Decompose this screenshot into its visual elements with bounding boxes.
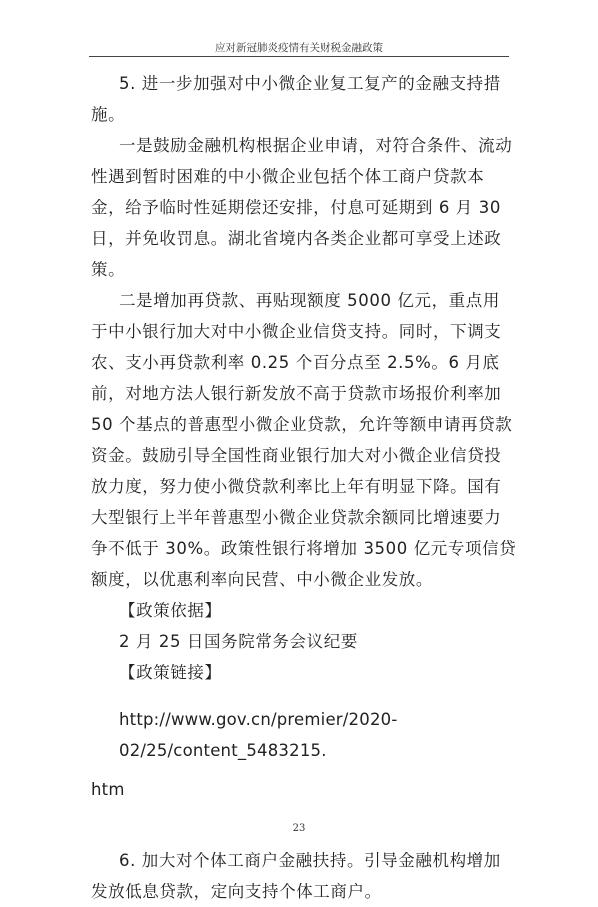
policy-link-label: 【政策链接】 (119, 663, 222, 682)
section5-paragraph-1: 一是鼓励金融机构根据企业申请，对符合条件、流动性遇到暂时困难的中小微企业包括个体工商户贷款本金，给予临时性延期偿还安排，付息可延期到 6 月 30 日，并免收罚息。湖北省境内各类企业都可享受上述政策。 (91, 136, 513, 279)
spacer (91, 688, 517, 704)
spacer (91, 766, 517, 774)
section5-paragraph-2: 二是增加再贷款、再贴现额度 5000 亿元，重点用于中小银行加大对中小微企业信贷支持。同时，下调支农、支小再贷款利率 0.25 个百分点至 2.5%。6 月底前，对地方法人银行新发放不高于贷款市场报价利率加 50 个基点的普惠型小微企业贷款，允许等额申请再贷款资金。鼓励引导全国性商业银行加大对小微企业信贷投放力度，努力使小微贷款利率比上年有明显下降。国有大型银行上半年普惠型小微企业贷款余额同比增速要力争不低于 30%。政策性银行将增加 3500 亿元专项信贷额度，以优惠利率向民营、中小微企业发放。 (91, 291, 517, 589)
policy-basis-label: 【政策依据】 (119, 601, 222, 620)
section5-heading: 5. 进一步加强对中小微企业复工复产的金融支持措施。 (91, 74, 501, 124)
document-body (91, 68, 517, 907)
section6-paragraph: 6. 加大对个体工商户金融扶持。引导金融机构增加发放低息贷款，定向支持个体工商户。 (91, 851, 501, 901)
policy-basis-text: 2 月 25 日国务院常务会议纪要 (119, 632, 358, 651)
policy-link-url[interactable] (91, 704, 517, 766)
running-header: 应对新冠肺炎疫情有关财税金融政策 (215, 42, 383, 54)
header-rule (89, 56, 509, 57)
policy-link-url-line-2[interactable]: htm (91, 780, 125, 799)
policy-link-url-line-1[interactable]: http://www.gov.cn/premier/2020-02/25/content_5483215. (119, 710, 398, 760)
page-number: 23 (292, 823, 306, 834)
